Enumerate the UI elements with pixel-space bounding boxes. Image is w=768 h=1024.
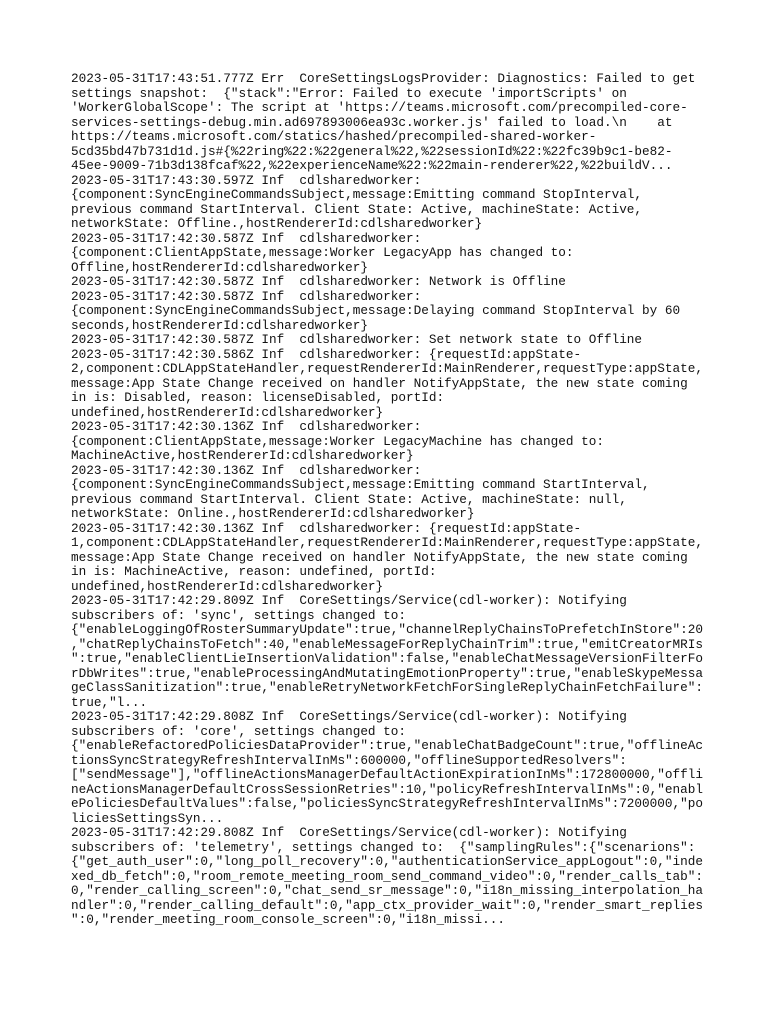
log-line: {component:ClientAppState,message:Worker LegacyApp has changed to: <box>71 245 574 260</box>
log-line: undefined,hostRendererId:cdlsharedworker} <box>71 578 384 594</box>
log-line: subscribers of: 'core', settings changed to: <box>71 723 407 739</box>
log-line: neActionsManagerDefaultCrossSessionRetries":10,"policyRefreshIntervalInMs":0,"enabl <box>71 781 703 797</box>
log-line: https://teams.microsoft.com/statics/hashed/precompiled-shared-worker- <box>71 129 597 144</box>
log-line: 2023-05-31T17:42:30.587Z Inf cdlsharedworker: <box>71 288 422 304</box>
log-line: 2023-05-31T17:42:30.136Z Inf cdlsharedworker: {requestId:appState- <box>71 520 582 536</box>
log-line: undefined,hostRendererId:cdlsharedworker} <box>71 404 384 420</box>
log-line: ":true,"enableClientLieInsertionValidation":false,"enableChatMessageVersionFilterFo <box>71 651 703 666</box>
log-line: {"enableLoggingOfRosterSummaryUpdate":true,"channelReplyChainsToPrefetchInStore":20 <box>71 622 703 637</box>
log-line: message:App State Change received on handler NotifyAppState, the new state coming <box>71 375 688 391</box>
log-line: geClassSanitization":true,"enableRetryNetworkFetchForSingleReplyChainFetchFailure": <box>71 680 703 695</box>
log-line: 2023-05-31T17:42:30.136Z Inf cdlsharedworker: <box>71 419 422 434</box>
log-line: 2023-05-31T17:43:30.597Z Inf cdlsharedworker: <box>71 172 422 188</box>
log-line: 2,component:CDLAppStateHandler,requestRendererId:MainRenderer,requestType:appState, <box>71 361 703 376</box>
log-line: subscribers of: 'sync', settings changed to: <box>71 607 407 623</box>
log-line: true,"l... <box>71 694 148 710</box>
log-line: networkState: Online.,hostRendererId:cdlsharedworker} <box>71 506 475 521</box>
log-line: Offline,hostRendererId:cdlsharedworker} <box>71 259 368 275</box>
log-line: subscribers of: 'telemetry', settings changed to: {"samplingRules":{"scenarions": <box>71 839 696 855</box>
log-line: ":0,"render_meeting_room_console_screen":0,"i18n_missi... <box>71 912 505 927</box>
log-line: networkState: Offline.,hostRendererId:cdlsharedworker} <box>71 216 483 231</box>
log-line: ,"chatReplyChainsToFetch":40,"enableMessageForReplyChainTrim":true,"emitCreatorMRIs <box>71 636 703 652</box>
log-line: seconds,hostRendererId:cdlsharedworker} <box>71 317 368 333</box>
log-line: tionsSyncStrategyRefreshIntervalInMs":600000,"offlineSupportedResolvers": <box>71 752 627 768</box>
log-line: services-settings-debug.min.ad697893006ea93c.worker.js' failed to load.\n at <box>71 114 673 130</box>
log-line: settings snapshot: {"stack":"Error: Failed to execute 'importScripts' on <box>71 85 627 101</box>
log-line: {"enableRefactoredPoliciesDataProvider":true,"enableChatBadgeCount":true,"offlineAc <box>71 738 703 753</box>
log-line: 2023-05-31T17:42:30.136Z Inf cdlsharedworker: <box>71 462 422 478</box>
log-line: 0,"render_calling_screen":0,"chat_send_sr_message":0,"i18n_missing_interpolation_ha <box>71 883 703 898</box>
log-line: in is: Disabled, reason: licenseDisabled, portId: <box>71 390 445 405</box>
log-line: 5cd35bd47b731d1d.js#{%22ring%22:%22general%22,%22sessionId%22:%22fc39b9c1-be82- <box>71 143 673 159</box>
log-line: 45ee-9009-71b3d138fcaf%22,%22experienceName%22:%22main-renderer%22,%22buildV... <box>71 158 673 173</box>
log-line: 1,component:CDLAppStateHandler,requestRendererId:MainRenderer,requestType:appState, <box>71 535 703 550</box>
log-line: ndler":0,"render_calling_default":0,"app_ctx_provider_wait":0,"render_smart_replies <box>71 897 703 913</box>
log-line: message:App State Change received on handler NotifyAppState, the new state coming <box>71 549 688 565</box>
log-line: in is: MachineActive, reason: undefined, portId: <box>71 564 437 579</box>
log-line: {component:SyncEngineCommandsSubject,message:Emitting command StopInterval, <box>71 187 643 202</box>
log-line: previous command StartInterval. Client State: Active, machineState: null, <box>71 491 627 507</box>
log-line: 2023-05-31T17:43:51.777Z Err CoreSettingsLogsProvider: Diagnostics: Failed to get <box>71 71 696 86</box>
log-line: 2023-05-31T17:42:29.809Z Inf CoreSettings/Service(cdl-worker): Notifying <box>71 593 627 608</box>
log-line: MachineActive,hostRendererId:cdlsharedworker} <box>71 448 414 463</box>
log-line: {"get_auth_user":0,"long_poll_recovery":0,"authenticationService_appLogout":0,"inde <box>71 854 703 869</box>
log-line: 2023-05-31T17:42:29.808Z Inf CoreSettings/Service(cdl-worker): Notifying <box>71 709 627 724</box>
log-line: rDbWrites":true,"enableProcessingAndMutatingEmotionProperty":true,"enableSkypeMessa <box>71 665 703 681</box>
log-document <box>71 71 703 928</box>
log-line: 2023-05-31T17:42:30.586Z Inf cdlsharedworker: {requestId:appState- <box>71 346 582 362</box>
log-line: {component:SyncEngineCommandsSubject,message:Delaying command StopInterval by 60 <box>71 303 681 318</box>
log-line: previous command StartInterval. Client State: Active, machineState: Active, <box>71 201 643 217</box>
log-line: ePoliciesDefaultValues":false,"policiesSyncStrategyRefreshIntervalInMs":7200000,"po <box>71 796 703 811</box>
log-line: liciesSettingsSyn... <box>71 810 224 826</box>
log-line: 'WorkerGlobalScope': The script at 'https://teams.microsoft.com/precompiled-core- <box>71 100 688 115</box>
log-line: {component:ClientAppState,message:Worker LegacyMachine has changed to: <box>71 433 604 449</box>
log-line: 2023-05-31T17:42:30.587Z Inf cdlsharedworker: Network is Offline <box>71 274 566 289</box>
log-line: {component:SyncEngineCommandsSubject,message:Emitting command StartInterval, <box>71 477 650 492</box>
log-line: 2023-05-31T17:42:30.587Z Inf cdlsharedworker: Set network state to Offline <box>71 332 643 347</box>
log-line: ["sendMessage"],"offlineActionsManagerDefaultActionExpirationInMs":172800000,"offli <box>71 767 703 782</box>
log-line: 2023-05-31T17:42:29.808Z Inf CoreSettings/Service(cdl-worker): Notifying <box>71 825 627 840</box>
log-line: 2023-05-31T17:42:30.587Z Inf cdlsharedworker: <box>71 230 422 246</box>
log-line: xed_db_fetch":0,"room_remote_meeting_room_send_command_video":0,"render_calls_tab": <box>71 868 703 884</box>
